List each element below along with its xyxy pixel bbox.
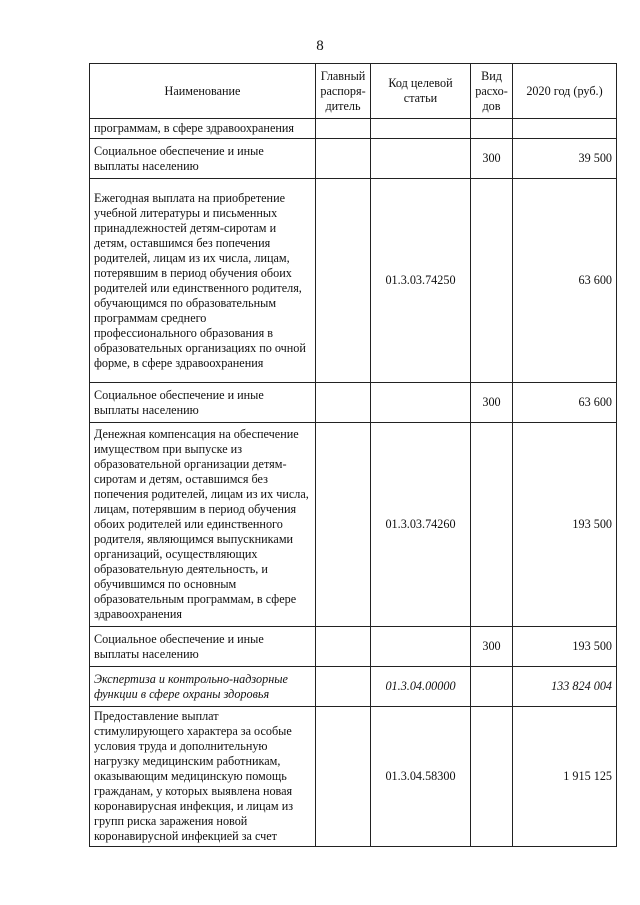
row-manager bbox=[316, 627, 371, 667]
row-amount: 193 500 bbox=[513, 423, 617, 627]
table-row bbox=[90, 423, 617, 627]
row-code: 01.3.04.00000 bbox=[371, 667, 471, 707]
table-row bbox=[90, 707, 617, 847]
row-type: 300 bbox=[471, 383, 513, 423]
row-code: 01.3.03.74260 bbox=[371, 423, 471, 627]
row-manager bbox=[316, 179, 371, 383]
row-name: Денежная компенсация на обеспечение имуществом при выпуске из образовательной организации детям-сиротам и детям, оставшимся без попечения родителей, лицам из их числа, лицам, потерявшим в период обучения обоих родителей или единственного родителя, являющимся выпускниками организаций, осуществляющих образовательную деятельность, и обучившимся по основным образовательным программам, в сфере здравоохранения bbox=[90, 423, 316, 627]
row-manager bbox=[316, 667, 371, 707]
row-name: Предоставление выплат стимулирующего характера за особые условия труда и дополнительную нагрузку медицинским работникам, оказывающим медицинскую помощь гражданам, у которых выявлена новая коронавирусная инфекция, и лицам из групп риска заражения новой коронавирусной инфекцией за счет bbox=[90, 707, 316, 847]
row-type bbox=[471, 423, 513, 627]
row-code: 01.3.04.58300 bbox=[371, 707, 471, 847]
row-manager bbox=[316, 139, 371, 179]
table-row bbox=[90, 179, 617, 383]
row-manager bbox=[316, 423, 371, 627]
row-amount: 133 824 004 bbox=[513, 667, 617, 707]
row-amount: 63 600 bbox=[513, 383, 617, 423]
row-amount: 193 500 bbox=[513, 627, 617, 667]
row-manager bbox=[316, 119, 371, 139]
row-type bbox=[471, 707, 513, 847]
row-amount: 1 915 125 bbox=[513, 707, 617, 847]
row-code bbox=[371, 119, 471, 139]
header-chief-manager: Главный распоря-дитель bbox=[316, 64, 371, 119]
table-row bbox=[90, 667, 617, 707]
budget-table bbox=[89, 63, 617, 847]
row-type bbox=[471, 667, 513, 707]
row-manager bbox=[316, 383, 371, 423]
table-row bbox=[90, 383, 617, 423]
page-number: 8 bbox=[316, 38, 324, 54]
row-name: Социальное обеспечение и иные выплаты населению bbox=[90, 627, 316, 667]
row-manager bbox=[316, 707, 371, 847]
row-code bbox=[371, 383, 471, 423]
row-code bbox=[371, 139, 471, 179]
table-header-row bbox=[90, 64, 617, 119]
row-name: Экспертиза и контрольно-надзорные функции в сфере охраны здоровья bbox=[90, 667, 316, 707]
row-amount: 39 500 bbox=[513, 139, 617, 179]
table-row bbox=[90, 627, 617, 667]
row-type bbox=[471, 119, 513, 139]
table-row bbox=[90, 139, 617, 179]
header-name: Наименование bbox=[90, 64, 316, 119]
row-amount bbox=[513, 119, 617, 139]
header-year-2020: 2020 год (руб.) bbox=[513, 64, 617, 119]
header-target-code: Код целевой статьи bbox=[371, 64, 471, 119]
row-code bbox=[371, 627, 471, 667]
row-name: Социальное обеспечение и иные выплаты населению bbox=[90, 383, 316, 423]
row-amount: 63 600 bbox=[513, 179, 617, 383]
row-name: Ежегодная выплата на приобретение учебной литературы и письменных принадлежностей детям-сиротам и детям, оставшимся без попечения родителей, лицам из их числа, лицам, потерявшим в период обучения обоих родителей или единственного родителя, обучающимся по образовательным программам среднего профессионального образования в образовательных организациях по очной форме, в сфере здравоохранения bbox=[90, 179, 316, 383]
row-type: 300 bbox=[471, 139, 513, 179]
table-row bbox=[90, 119, 617, 139]
header-expense-type: Вид расхо-дов bbox=[471, 64, 513, 119]
row-name: Социальное обеспечение и иные выплаты населению bbox=[90, 139, 316, 179]
row-type: 300 bbox=[471, 627, 513, 667]
row-type bbox=[471, 179, 513, 383]
row-code: 01.3.03.74250 bbox=[371, 179, 471, 383]
row-name: программам, в сфере здравоохранения bbox=[90, 119, 316, 139]
